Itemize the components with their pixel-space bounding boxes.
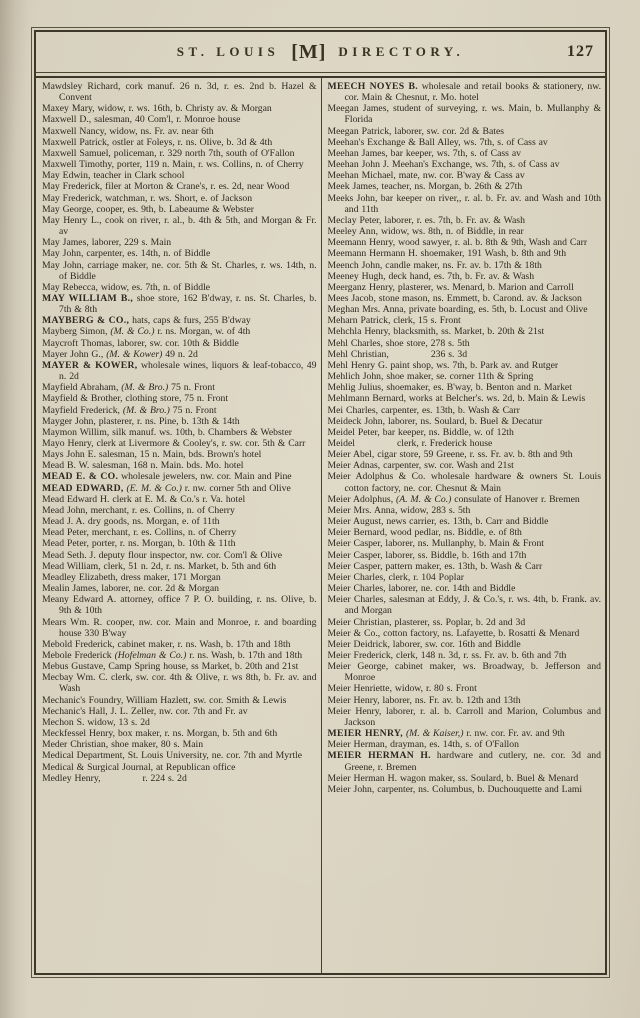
directory-entry: Mead J. A. dry goods, ns. Morgan, e. of 11th	[42, 516, 220, 528]
directory-entry: Mebold Frederick, cabinet maker, r. ns. Wash, b. 17th and 18th	[42, 638, 291, 650]
directory-entry: Mehlmann Bernard, works at Belcher's. ws. 2d, b. Main & Lewis	[327, 393, 586, 405]
directory-entry: Mears Wm. R. cooper, nw. cor. Main and Monroe, r. and boarding house 330 B'way	[42, 616, 317, 639]
directory-entry: Maxwell Nancy, widow, ns. Fr. av. near 6th	[42, 125, 214, 137]
directory-entry: Mehl Henry G. paint shop, ws. 7th, b. Park av. and Rutger	[327, 359, 559, 371]
directory-entry: Maxwell Samuel, policeman, r. 329 north 7th, south of O'Fallon	[42, 147, 295, 159]
directory-entry: MAYBERG & CO., hats, caps & furs, 255 B'dway	[42, 315, 251, 327]
directory-entry: Meder Christian, shoe maker, 80 s. Main	[42, 739, 204, 751]
directory-entry: Mechanic's Hall, J. L. Zeller, nw. cor. 7th and Fr. av	[42, 705, 248, 717]
directory-entry: Meier Adolphus & Co. wholesale hardware & owners St. Louis cotton factory, ne. cor. Chesnut & Main	[327, 471, 601, 494]
directory-entry: Maxwell Timothy, porter, 119 n. Main, r. ws. Collins, n. of Cherry	[42, 159, 304, 171]
directory-entry: Maymon Willim, silk manuf. ws. 10th, b. Chambers & Webster	[42, 426, 292, 438]
directory-entry: Meehan Michael, mate, nw. cor. B'way & Cass av	[327, 170, 525, 182]
directory-entry: Meier Deidrick, laborer, sw. cor. 16th and Biddle	[327, 638, 521, 650]
directory-entry: Mei Charles, carpenter, es. 13th, b. Wash & Carr	[327, 404, 520, 416]
directory-entry: MEIER HENRY, (M. & Kaiser,) r. nw. cor. Fr. av. and 9th	[327, 728, 565, 740]
directory-entry: Meier Casper, pattern maker, es. 13th, b. Wash & Carr	[327, 560, 543, 572]
directory-entry: Mehl Christian, 236 s. 3d	[327, 348, 468, 360]
directory-entry: Mayger John, plasterer, r. ns. Pine, b. 13th & 14th	[42, 415, 240, 427]
directory-columns	[36, 78, 605, 973]
directory-entry: Meier August, news carrier, es. 13th, b. Carr and Biddle	[327, 516, 549, 528]
directory-entry: Mebus Gustave, Camp Spring house, ss Market, b. 20th and 21st	[42, 661, 299, 673]
directory-entry: Mehchla Henry, blacksmith, ss. Market, b. 20th & 21st	[327, 326, 545, 338]
directory-entry: Meier & Co., cotton factory, ns. Lafayette, b. Rosatti & Menard	[327, 627, 580, 639]
directory-entry: Meeney Hugh, deck hand, es. 7th, b. Fr. av. & Wash	[327, 270, 535, 282]
column-left	[36, 78, 321, 973]
directory-entry: Meegan Patrick, laborer, sw. cor. 2d & Bates	[327, 125, 505, 137]
directory-entry: MAY WILLIAM B., shoe store, 162 B'dway, r. ns. St. Charles, b. 7th & 8th	[42, 292, 317, 316]
directory-entry: May John, carpenter, es. 14th, n. of Biddle	[42, 248, 211, 260]
directory-entry: MEECH NOYES B. wholesale and retail books & stationery, nw. cor. Main & Chesnut, r. Mo. hotel	[327, 81, 601, 104]
directory-entry: Meideck John, laborer, ns. Soulard, b. Buel & Decatur	[327, 415, 543, 427]
directory-entry: Meehan's Exchange & Ball Alley, ws. 7th, s. of Cass av	[327, 136, 548, 148]
directory-entry: May John, carriage maker, ne. cor. 5th & St. Charles, r. ws. 14th, n. of Biddle	[42, 259, 317, 282]
directory-entry: Mead Peter, merchant, r. es. Collins, n. of Cherry	[42, 527, 237, 539]
directory-entry: Mayfield Frederick, (M. & Bro.) 75 n. Front	[42, 404, 217, 416]
directory-entry: May Frederick, filer at Morton & Crane's, r. es. 2d, near Wood	[42, 181, 290, 193]
directory-entry: Medical Department, St. Louis University, ne. cor. 7th and Myrtle	[42, 750, 302, 762]
directory-entry: Meier Frederick, clerk, 148 n. 3d, r. ss. Fr. av. b. 6th and 7th	[327, 649, 567, 661]
directory-entry: Meier Charles, salesman at Eddy, J. & Co.'s, r. ws. 4th, b. Frank. av. and Morgan	[327, 594, 601, 617]
page-title	[170, 41, 471, 64]
directory-entry: MEAD E. & CO. wholesale jewelers, nw. cor. Main and Pine	[42, 471, 292, 483]
page-border-outer	[31, 27, 610, 978]
directory-entry: Meidel clerk, r. Frederick house	[327, 438, 493, 449]
directory-entry: May Rebecca, widow, es. 7th, n. of Biddle	[42, 281, 211, 293]
directory-entry: Mead B. W. salesman, 168 n. Main. bds. Mo. hotel	[42, 460, 244, 472]
directory-entry: Meier Henry, laborer, r. al. b. Carroll and Marion, Columbus and Jackson	[327, 705, 601, 728]
directory-entry: Meidel Peter, bar keeper, ns. Biddle, w. of 12th	[327, 426, 514, 438]
directory-entry: Mead Peter, porter, r. ns. Morgan, b. 10th & 11th	[42, 538, 236, 550]
directory-entry: MAYER & KOWER, wholesale wines, liquors & leaf-tobacco, 49 n. 2d	[42, 359, 317, 383]
directory-entry: Meier Henriette, widow, r. 80 s. Front	[327, 683, 477, 695]
directory-entry: Meier John, carpenter, ns. Columbus, b. Duchouquette and Lami	[327, 783, 583, 795]
directory-entry: Mayer John G., (M. & Kower) 49 n. 2d	[42, 348, 198, 360]
directory-entry: Mehl Charles, shoe store, 278 s. 5th	[327, 337, 470, 349]
directory-entry: Meeks John, bar keeper on river,, r. al. b. Fr. av. and Wash and 10th and 11th	[327, 192, 601, 215]
directory-entry: Meek James, teacher, ns. Morgan, b. 26th & 27th	[327, 181, 523, 193]
directory-entry: Mehlig Julius, shoemaker, es. B'way, b. Benton and n. Market	[327, 382, 572, 394]
directory-entry: May George, cooper, es. 9th, b. Labeaume & Webster	[42, 203, 255, 215]
directory-entry: Mayo Henry, clerk at Livermore & Cooley's, r. sw. cor. 5th & Carr	[42, 438, 306, 449]
directory-entry: Maxwell D., salesman, 40 Com'l, r. Monroe house	[42, 114, 241, 126]
directory-entry: Meier Casper, laborer, ss. Biddle, b. 16th and 17th	[327, 549, 527, 561]
directory-entry: Mawdsley Richard, cork manuf. 26 n. 3d, r. es. 2nd b. Hazel & Convent	[42, 81, 317, 104]
directory-entry: Meier Christian, plasterer, ss. Poplar, b. 2d and 3d	[327, 616, 526, 628]
title-section-letter: [M]	[291, 40, 327, 63]
directory-entry: Mayberg Simon, (M. & Co.) r. ns. Morgan, w. of 4th	[42, 326, 251, 338]
directory-entry: Meier Herman H. wagon maker, ss. Soulard, b. Buel & Menard	[327, 772, 579, 784]
directory-entry: Meemann Hermann H. shoemaker, 191 Wash, b. 8th and 9th	[327, 248, 567, 260]
directory-entry: May James, laborer, 229 s. Main	[42, 237, 172, 249]
directory-entry: Meier Henry, laborer, ns. Fr. av. b. 12th and 13th	[327, 694, 521, 706]
directory-entry: Meier Adnas, carpenter, sw. cor. Wash and 21st	[327, 460, 514, 472]
directory-entry: Mebole Frederick (Hofelman & Co.) r. ns. Wash, b. 17th and 18th	[42, 649, 303, 661]
directory-entry: Mead Seth. J. deputy flour inspector, nw. cor. Com'l & Olive	[42, 549, 283, 561]
directory-entry: Meier Abel, cigar store, 59 Greene, r. ss. Fr. av. b. 8th and 9th	[327, 449, 573, 461]
directory-entry: Mayfield Abraham, (M. & Bro.) 75 n. Front	[42, 382, 215, 394]
directory-entry: Meadley Elizabeth, dress maker, 171 Morgan	[42, 571, 221, 583]
directory-entry: Meier Adolphus, (A. M. & Co.) consulate of Hanover r. Bremen	[327, 493, 580, 505]
directory-entry: Meier George, cabinet maker, ws. Broadway, b. Jefferson and Monroe	[327, 661, 601, 684]
page-header	[36, 32, 605, 72]
directory-entry: Mecbay Wm. C. clerk, sw. cor. 4th & Olive, r. ws 8th, b. Fr. av. and Wash	[42, 672, 317, 695]
page-number: 127	[567, 43, 594, 60]
directory-entry: Meehan James, bar keeper, ws. 7th, s. of Cass av	[327, 147, 522, 159]
directory-entry: Maxey Mary, widow, r. ws. 16th, b. Christy av. & Morgan	[42, 103, 272, 115]
directory-entry: May Frederick, watchman, r. ws. Short, e. of Jackson	[42, 192, 253, 204]
directory-entry: Meany Edward A. attorney, office 7 P. O. building, r. ns. Olive, b. 9th & 10th	[42, 594, 317, 617]
directory-entry: Meier Bernard, wood pedlar, ns. Biddle, e. of 8th	[327, 527, 522, 539]
directory-entry: Mehlich John, shoe maker, se. corner 11th & Spring	[327, 371, 534, 383]
directory-entry: May Edwin, teacher in Clark school	[42, 170, 185, 182]
directory-entry: MEAD EDWARD, (E. M. & Co.) r. nw. corner 5th and Olive	[42, 482, 291, 494]
directory-entry: Mees Jacob, stone mason, ns. Emmett, b. Carond. av. & Jackson	[327, 292, 582, 304]
page-border-inner	[34, 30, 607, 975]
directory-entry: Meench John, candle maker, ns. Fr. av. b. 17th & 18th	[327, 259, 542, 271]
book-spine-shadow	[0, 0, 28, 1018]
directory-entry: Meeley Ann, widow, ws. 8th, n. of Biddle, in rear	[327, 226, 524, 238]
directory-entry: Meier Herman, drayman, es. 14th, s. of O'Fallon	[327, 739, 519, 751]
directory-entry: Meckfessel Henry, box maker, r. ns. Morgan, b. 5th and 6th	[42, 728, 278, 740]
directory-entry: Mead Edward H. clerk at E. M. & Co.'s r. Va. hotel	[42, 493, 246, 505]
directory-entry: MEIER HERMAN H. hardware and cutlery, ne. cor. 3d and Greene, r. Bremen	[327, 750, 601, 773]
directory-entry: Mealin James, laborer, ne. cor. 2d & Morgan	[42, 583, 219, 595]
directory-entry: Meier Casper, laborer, ns. Mullanphy, b. Main & Front	[327, 538, 544, 550]
directory-entry: Meegan James, student of surveying, r. ws. Main, b. Mullanphy & Florida	[327, 103, 601, 126]
directory-entry: Mays John E. salesman, 15 n. Main, bds. Brown's hotel	[42, 449, 262, 461]
title-left: ST. LOUIS	[176, 43, 280, 59]
directory-entry: Mead John, merchant, r. es. Collins, n. of Cherry	[42, 504, 235, 516]
directory-entry: Mechanic's Foundry, William Hazlett, sw. cor. Smith & Lewis	[42, 694, 287, 706]
column-right	[321, 78, 606, 973]
directory-entry: Medley Henry, r. 224 s. 2d	[42, 772, 187, 784]
directory-entry: Maxwell Patrick, ostler at Foleys, r. ns. Olive, b. 3d & 4th	[42, 136, 273, 148]
directory-entry: Maycroft Thomas, laborer, sw. cor. 10th & Biddle	[42, 337, 239, 349]
directory-entry: Meharn Patrick, clerk, 15 s. Front	[327, 315, 461, 327]
directory-entry: Mead William, clerk, 51 n. 2d, r. ns. Market, b. 5th and 6th	[42, 560, 277, 572]
directory-entry: Meier Mrs. Anna, widow, 283 s. 5th	[327, 504, 471, 516]
directory-entry: Meehan John J. Meehan's Exchange, ws. 7th, s. of Cass av	[327, 159, 560, 171]
directory-entry: Meier Charles, clerk, r. 104 Poplar	[327, 571, 464, 583]
directory-entry: Meclay Peter, laborer, r. es. 7th, b. Fr. av. & Wash	[327, 214, 525, 226]
directory-entry: Mayfield & Brother, clothing store, 75 n. Front	[42, 393, 229, 405]
directory-entry: Meier Charles, laborer, ne. cor. 14th and Biddle	[327, 583, 516, 595]
title-right: DIRECTORY.	[338, 43, 465, 59]
directory-entry: May Henry L., cook on river, r. al., b. 4th & 5th, and Morgan & Fr. av	[42, 214, 317, 238]
directory-entry: Medical & Surgical Journal, at Republican office	[42, 761, 236, 773]
directory-entry: Mechon S. widow, 13 s. 2d	[42, 716, 150, 728]
directory-entry: Meemann Henry, wood sawyer, r. al. b. 8th & 9th, Wash and Carr	[327, 237, 588, 249]
directory-entry: Meghan Mrs. Anna, private boarding, es. 5th, b. Locust and Olive	[327, 304, 588, 316]
directory-entry: Meerganz Henry, plasterer, ws. Menard, b. Marion and Carroll	[327, 281, 574, 293]
